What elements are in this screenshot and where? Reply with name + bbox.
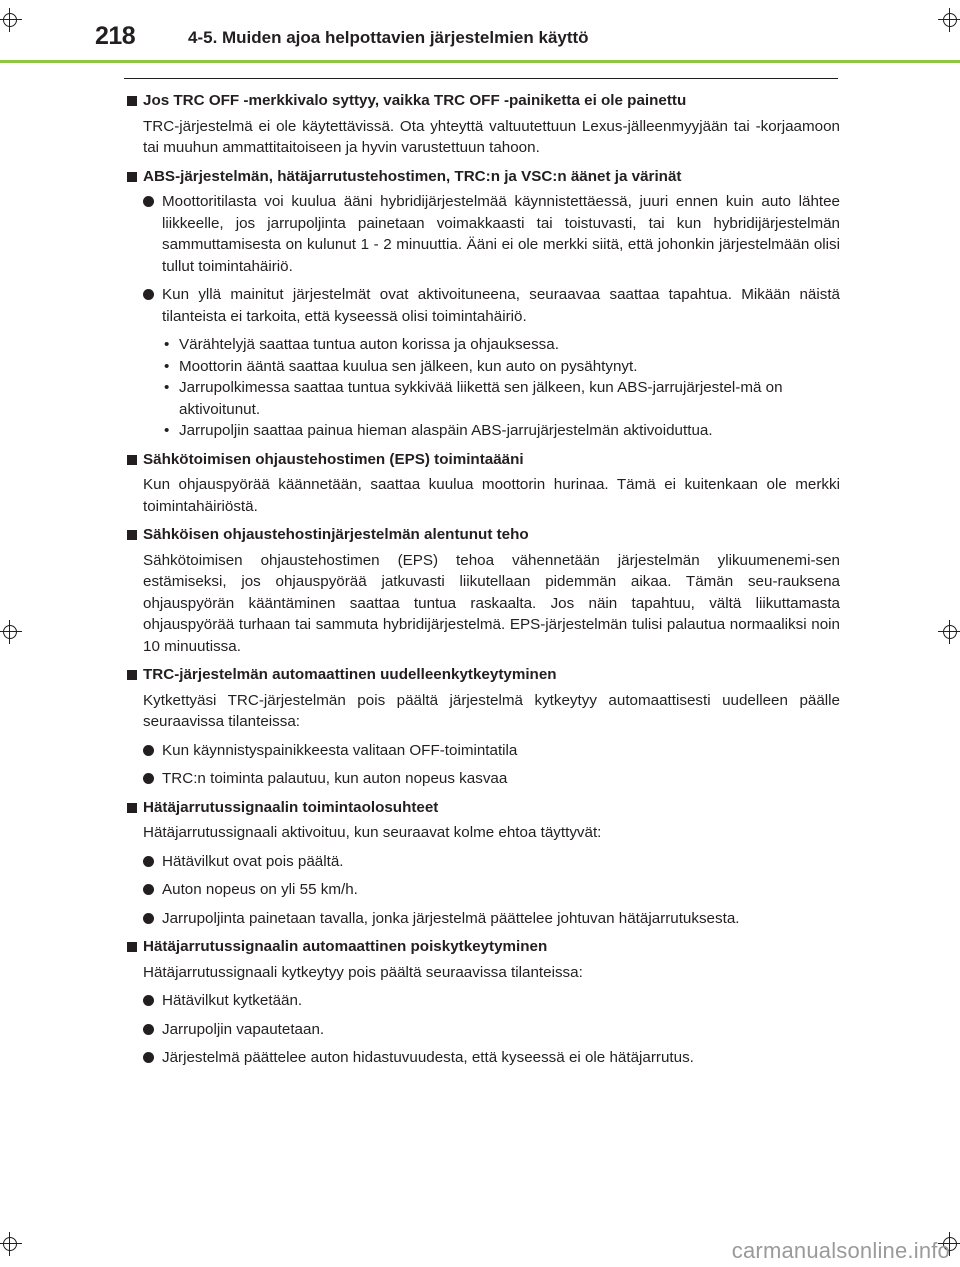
header-accent-bar: [0, 60, 960, 63]
bullet-item: [162, 990, 840, 1012]
bullet-text: Hätävilkut ovat pois päältä.: [162, 852, 344, 870]
section-heading: ABS-järjestelmän, hätäjarrutustehostimen, TRC:n ja VSC:n äänet ja värinät: [124, 166, 840, 188]
bullet-item: [162, 740, 840, 762]
page-header: [0, 0, 960, 60]
section-heading: TRC-järjestelmän automaattinen uudelleenkytkeytyminen: [124, 664, 840, 686]
section-heading: Hätäjarrutussignaalin automaattinen poiskytkeytyminen: [124, 936, 840, 958]
sub-item-text: Jarrupoljin saattaa painua hieman alaspäin ABS-jarrujärjestelmän aktivoiduttua.: [179, 422, 713, 439]
document-body: [124, 90, 840, 1076]
bullet-item: [162, 879, 840, 901]
sub-item-text: Moottorin ääntä saattaa kuulua sen jälkeen, kun auto on pysähtynyt.: [179, 357, 638, 375]
section-title: 4-5. Muiden ajoa helpottavien järjestelmien käyttö: [188, 28, 589, 47]
bullet-dot-icon: [143, 773, 154, 784]
bullet-dot-icon: [143, 884, 154, 895]
bullet-text: Kun yllä mainitut järjestelmät ovat aktivoituneena, seuraavaa saattaa tapahtua. Mikään näistä tilanteista ei tarkoita, että kyseessä olisi toimintahäiriö.: [162, 286, 840, 325]
bullet-dot-icon: [143, 289, 154, 300]
section-heading: Sähkötoimisen ohjaustehostimen (EPS) toimintaääni: [124, 449, 840, 471]
bullet-dot-icon: [143, 1024, 154, 1035]
bullet-text: Jarrupoljin vapautetaan.: [162, 1020, 325, 1038]
paragraph: Sähkötoimisen ohjaustehostimen (EPS) tehoa vähennetään järjestelmän ylikuumenemi-sen estämiseksi, jos ohjauspyörää jatkuvasti liikutellaan pidemmän aikaa. Tämän seu-rauksena ohjauspyörän kääntäminen saattaa tuntua raskaalta. Jos näin tapahtuu, vältä liikuttamasta ohjauspyörää turhaan tai sammuta hybridijärjestelmä. EPS-järjestelmän tulisi palautua normaaliksi noin 10 minuutissa.: [143, 551, 840, 655]
watermark[interactable]: carmanualsonline.info: [731, 1238, 950, 1263]
crop-mark-icon: [0, 620, 22, 644]
bullet-text: Jarrupoljinta painetaan tavalla, jonka järjestelmä päättelee johtuvan hätäjarrutuksesta.: [162, 909, 740, 927]
bullet-text: Moottoritilasta voi kuulua ääni hybridijärjestelmää käynnistettäessä, juuri ennen kuin auto lähtee liikkeelle, jos jarrupoljinta painetaan voimakkaasti tai toistuvasti, tai kun hybridijärjestelmän sammuttamisesta on kulunut 1 - 2 minuuttia. Ääni ei ole merkki siitä, että johonkin järjestelmään olisi tullut toimintahäiriö.: [162, 193, 840, 275]
crop-mark-icon: [938, 620, 960, 644]
sub-item-text: Värähtelyjä saattaa tuntua auton korissa ja ohjauksessa.: [179, 336, 559, 353]
crop-mark-icon: [0, 1232, 22, 1256]
sub-list-item: • Jarrupolkimessa saattaa tuntua sykkivää liikettä sen jälkeen, kun ABS-jarrujärjestel-mä on aktivoitunut.: [164, 379, 783, 418]
section-heading: Sähköisen ohjaustehostinjärjestelmän alentunut teho: [124, 524, 840, 546]
crop-mark-icon: [0, 8, 22, 32]
bullet-text: Auton nopeus on yli 55 km/h.: [162, 881, 358, 898]
crop-mark-icon: [938, 8, 960, 32]
bullet-dot-icon: [143, 913, 154, 924]
bullet-item: [162, 851, 840, 873]
sub-list-item: • Jarrupoljin saattaa painua hieman alaspäin ABS-jarrujärjestelmän aktivoiduttua.: [164, 422, 713, 439]
bullet-dot-icon: [143, 1052, 154, 1063]
bullet-text: Järjestelmä päättelee auton hidastuvuudesta, että kyseessä ei ole hätäjarrutus.: [162, 1049, 694, 1066]
bullet-text: Hätävilkut kytketään.: [162, 992, 303, 1009]
bullet-text: Kun käynnistyspainikkeesta valitaan OFF-toimintatila: [162, 741, 518, 759]
sub-list-item: • Värähtelyjä saattaa tuntua auton korissa ja ohjauksessa.: [164, 336, 559, 353]
section-heading: Hätäjarrutussignaalin toimintaolosuhteet: [124, 797, 840, 819]
divider: [124, 78, 838, 79]
bullet-dot-icon: [143, 196, 154, 207]
bullet-item: [162, 768, 840, 790]
paragraph: Hätäjarrutussignaali kytkeytyy pois päältä seuraavissa tilanteissa:: [143, 963, 583, 981]
bullet-dot-icon: [143, 995, 154, 1006]
bullet-dot-icon: [143, 745, 154, 756]
paragraph: TRC-järjestelmä ei ole käytettävissä. Ota yhteyttä valtuutettuun Lexus-jälleenmyyjään tai -korjaamoon tai muuhun ammattitaitoiseen ja hyvin varustettuun tahoon.: [143, 117, 840, 156]
paragraph: Kun ohjauspyörää käännetään, saattaa kuulua moottorin hurinaa. Tämä ei kuitenkaan ole merkki toimintahäiriöstä.: [143, 476, 840, 515]
page-number: 218: [95, 22, 136, 50]
section-heading: Jos TRC OFF -merkkivalo syttyy, vaikka TRC OFF -painiketta ei ole painettu: [124, 90, 840, 112]
sub-list-item: • Moottorin ääntä saattaa kuulua sen jälkeen, kun auto on pysähtynyt.: [164, 357, 638, 375]
bullet-dot-icon: [143, 856, 154, 867]
paragraph: Kytkettyäsi TRC-järjestelmän pois päältä järjestelmä kytkeytyy automaattisesti uudelleen päälle seuraavissa tilanteissa:: [143, 691, 840, 730]
bullet-item: [162, 1047, 840, 1069]
bullet-text: TRC:n toiminta palautuu, kun auton nopeus kasvaa: [162, 770, 508, 787]
bullet-item: [162, 191, 840, 277]
bullet-item: [162, 908, 840, 930]
sub-list: [162, 334, 840, 442]
bullet-item: [162, 1019, 840, 1041]
paragraph: Hätäjarrutussignaali aktivoituu, kun seuraavat kolme ehtoa täyttyvät:: [143, 824, 602, 841]
sub-item-text: Jarrupolkimessa saattaa tuntua sykkivää liikettä sen jälkeen, kun ABS-jarrujärjestel-mä on aktivoitunut.: [179, 379, 783, 418]
bullet-item: [162, 284, 840, 327]
